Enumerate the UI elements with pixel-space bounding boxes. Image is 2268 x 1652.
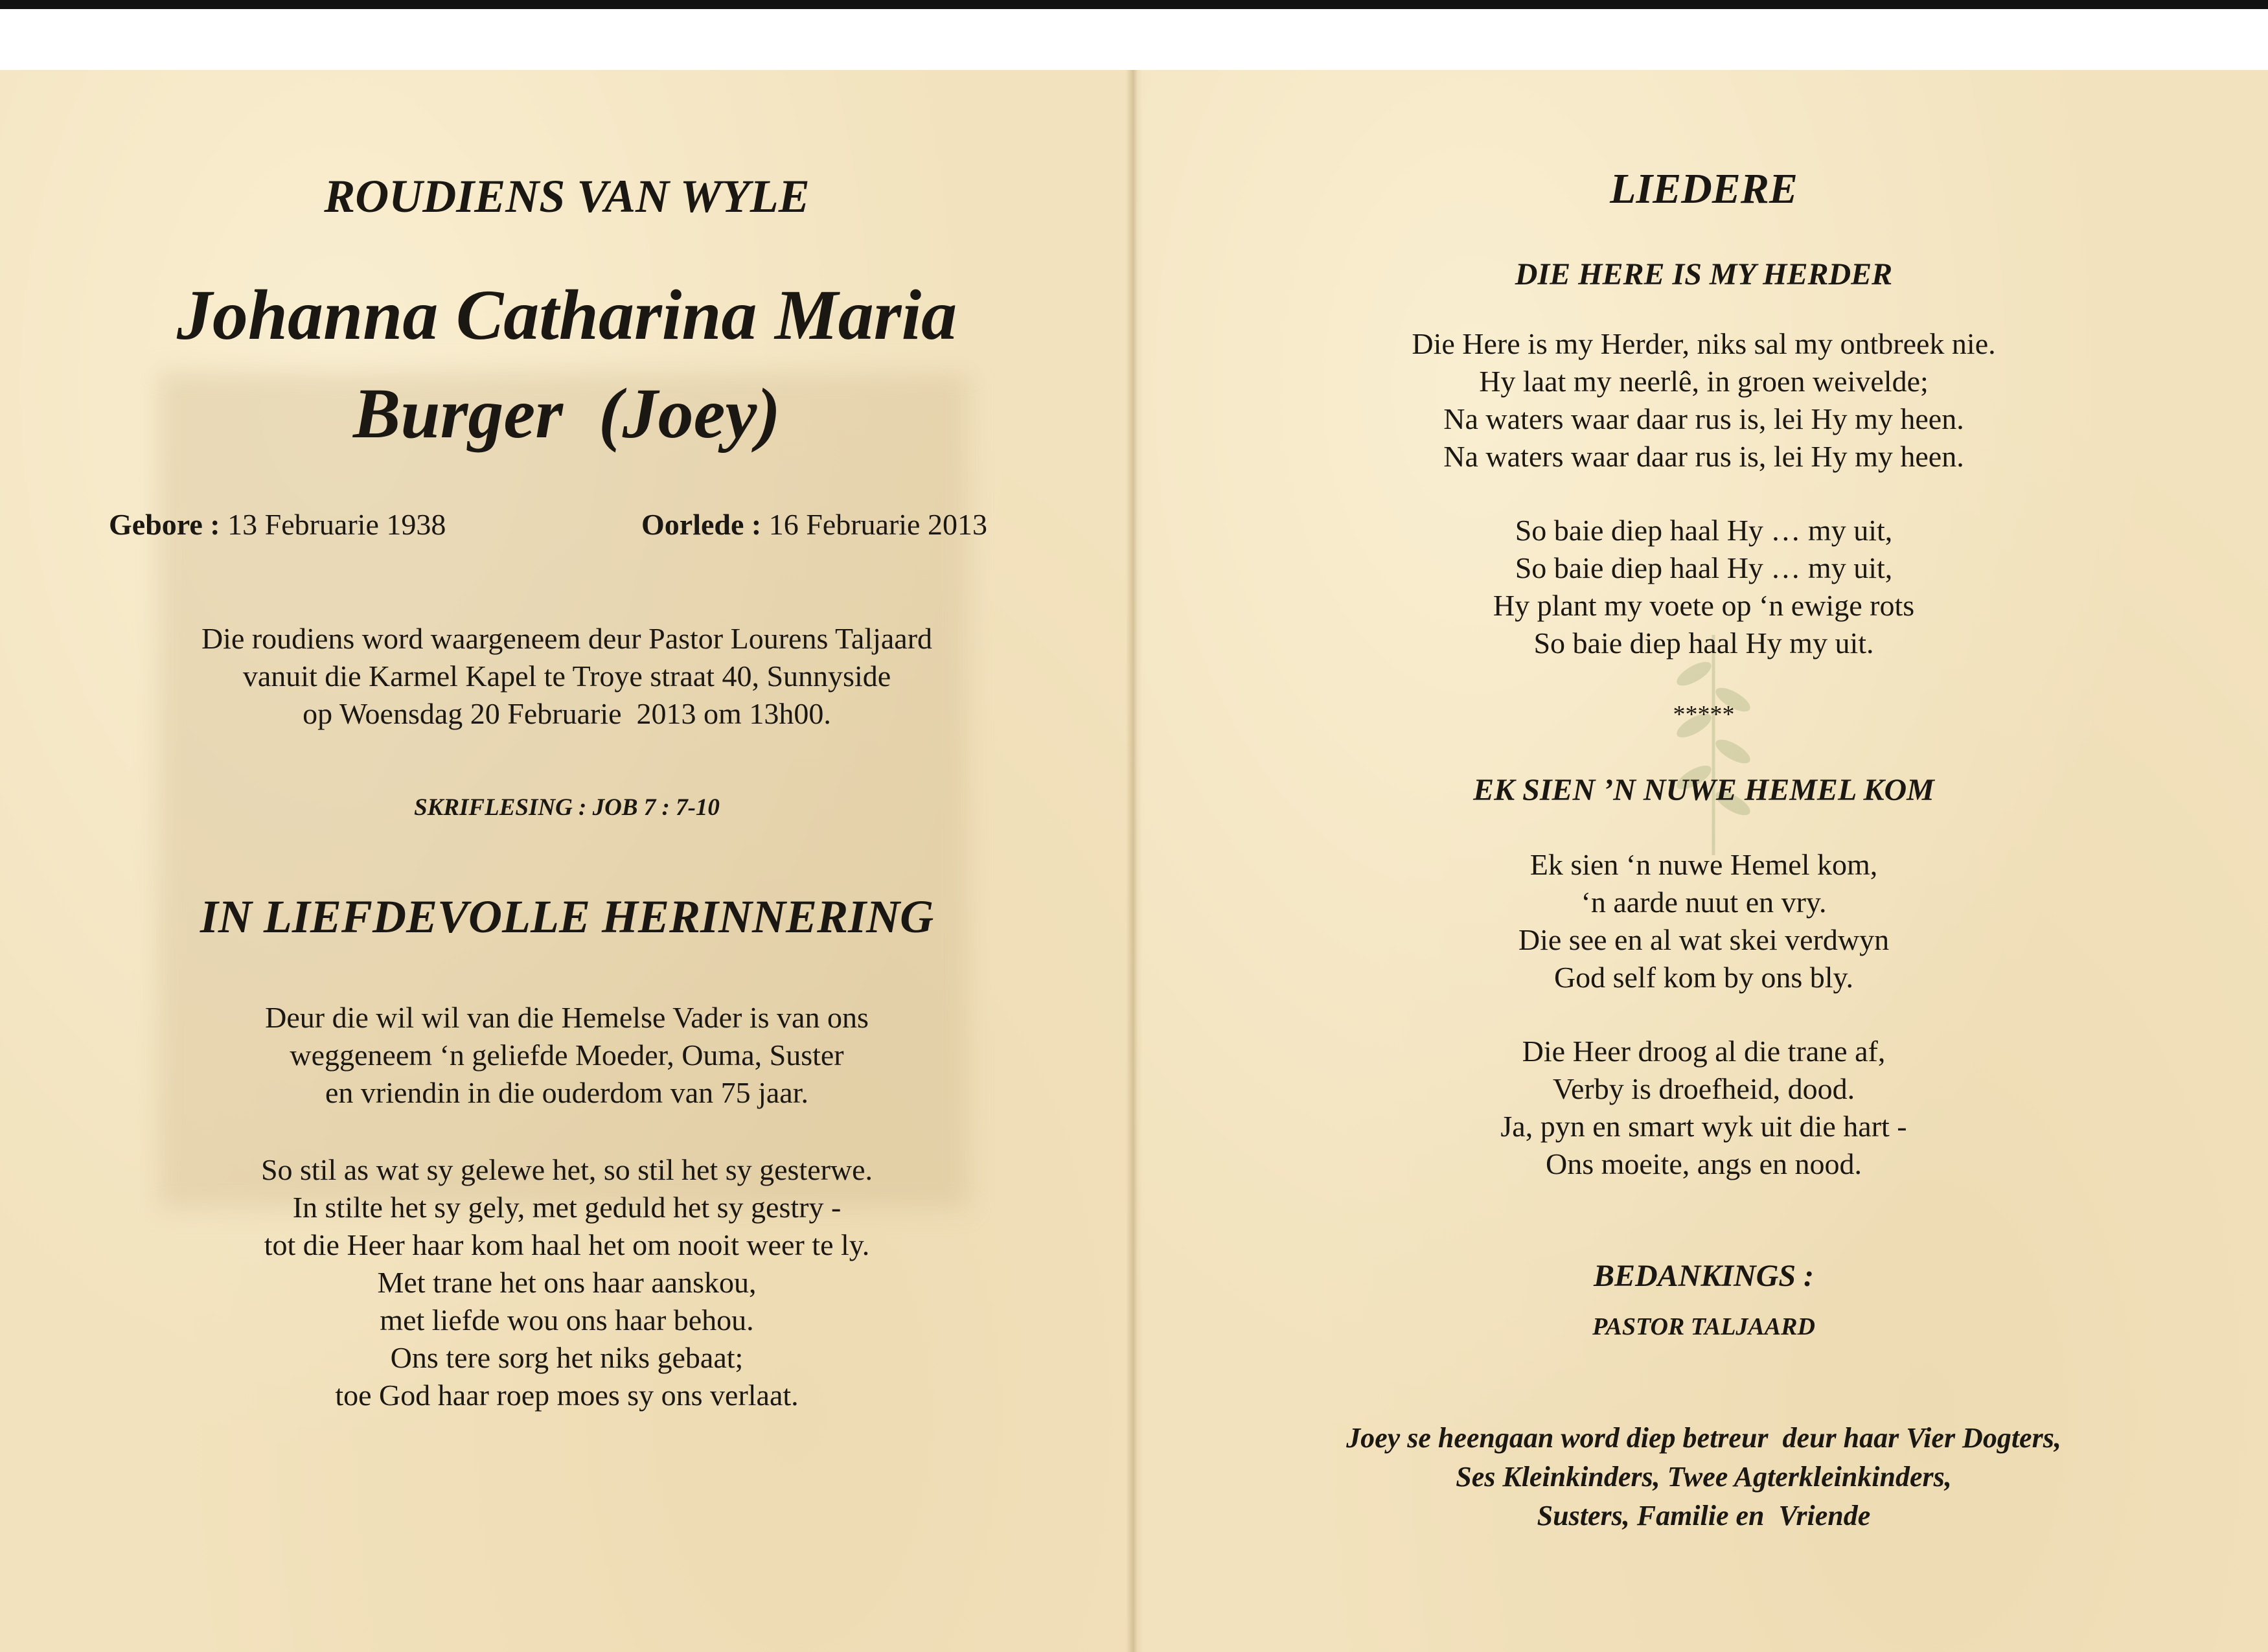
- memory-line: en vriendin in die ouderdom van 75 jaar.: [325, 1076, 809, 1109]
- memory-line: tot die Heer haar kom haal het om nooit weer te ly.: [264, 1228, 870, 1261]
- lyric-line: ‘n aarde nuut en vry.: [1581, 886, 1827, 919]
- death-date: [641, 505, 987, 544]
- memory-line: weggeneem ‘n geliefde Moeder, Ouma, Suster: [290, 1038, 844, 1072]
- lyric-line: God self kom by ons bly.: [1553, 961, 1854, 994]
- thanks-title: BEDANKINGS :: [1593, 1259, 1815, 1293]
- memory-line: Deur die wil wil van die Hemelse Vader is van ons: [265, 1001, 869, 1034]
- service-line: op Woensdag 20 Februarie 2013 om 13h00.: [303, 697, 831, 730]
- born-label: Gebore :: [109, 508, 220, 541]
- lyric-line: Ons moeite, angs en nood.: [1545, 1147, 1862, 1180]
- lyric-line: Ja, pyn en smart wyk uit die hart -: [1500, 1110, 1907, 1143]
- closing-message: [1218, 1419, 2190, 1535]
- song-2-verse-2: [1218, 1033, 2190, 1183]
- memory-paragraph-1: [113, 999, 1020, 1112]
- lyric-line: Na waters waar daar rus is, lei Hy my heen.: [1443, 402, 1964, 435]
- song-2-title: EK SIEN ’N NUWE HEMEL KOM: [1473, 773, 1934, 807]
- name-line-1: Johanna Catharina Maria: [176, 275, 957, 354]
- lyric-line: Na waters waar daar rus is, lei Hy my heen.: [1443, 440, 1964, 473]
- service-details: [113, 620, 1020, 733]
- song-1-verse-2: [1218, 512, 2190, 662]
- page-fold: [1126, 70, 1143, 1652]
- memory-line: toe God haar roep moes sy ons verlaat.: [335, 1379, 799, 1412]
- memory-line: In stilte het sy gely, met geduld het sy gestry -: [292, 1191, 842, 1224]
- service-line: vanuit die Karmel Kapel te Troye straat 40, Sunnyside: [242, 660, 891, 693]
- lyric-line: Ek sien ‘n nuwe Hemel kom,: [1529, 848, 1878, 881]
- song-1-title: DIE HERE IS MY HERDER: [1515, 257, 1893, 292]
- name-line-2: Burger (Joey): [353, 374, 781, 453]
- lyric-line: Die see en al wat skei verdwyn: [1518, 923, 1890, 956]
- scan-edge: [0, 0, 2268, 9]
- memory-title: IN LIEFDEVOLLE HERINNERING: [200, 891, 934, 943]
- memory-line: met liefde wou ons haar behou.: [380, 1303, 754, 1337]
- lyric-line: Die Here is my Herder, niks sal my ontbreek nie.: [1412, 327, 1996, 360]
- lyric-line: Die Heer droog al die trane af,: [1522, 1035, 1886, 1068]
- thanks-name: PASTOR TALJAARD: [1592, 1313, 1815, 1340]
- lyric-line: So baie diep haal Hy my uit.: [1533, 626, 1874, 660]
- section-separator: *****: [1673, 701, 1735, 728]
- lyric-line: Hy plant my voete op ‘n ewige rots: [1493, 589, 1915, 622]
- memory-line: Ons tere sorg het niks gebaat;: [390, 1341, 744, 1374]
- song-2-verse-1: [1218, 846, 2190, 996]
- born-date: 13 Februarie 1938: [227, 508, 446, 541]
- memory-paragraph-2: [113, 1151, 1020, 1414]
- song-1-verse-1: [1218, 325, 2190, 476]
- died-label: Oorlede :: [641, 508, 762, 541]
- memory-line: Met trane het ons haar aanskou,: [377, 1266, 757, 1299]
- died-date: 16 Februarie 2013: [768, 508, 987, 541]
- closing-line: Susters, Familie en Vriende: [1537, 1500, 1871, 1532]
- birth-date: [109, 505, 446, 544]
- deceased-name: [97, 266, 1037, 463]
- scripture-reading: SKRIFLESING : JOB 7 : 7-10: [414, 794, 720, 821]
- memory-line: So stil as wat sy gelewe het, so stil het sy gesterwe.: [260, 1153, 873, 1186]
- lyric-line: So baie diep haal Hy … my uit,: [1515, 551, 1893, 584]
- service-heading: ROUDIENS VAN WYLE: [324, 170, 810, 222]
- lyric-line: Hy laat my neerlê, in groen weivelde;: [1479, 365, 1929, 398]
- closing-line: Ses Kleinkinders, Twee Agterkleinkinders,: [1456, 1461, 1952, 1493]
- service-line: Die roudiens word waargeneem deur Pastor Lourens Taljaard: [201, 622, 933, 655]
- lyric-line: So baie diep haal Hy … my uit,: [1515, 514, 1893, 547]
- hymns-title: LIEDERE: [1610, 165, 1798, 212]
- closing-line: Joey se heengaan word diep betreur deur haar Vier Dogters,: [1346, 1422, 2061, 1454]
- lyric-line: Verby is droefheid, dood.: [1552, 1072, 1855, 1105]
